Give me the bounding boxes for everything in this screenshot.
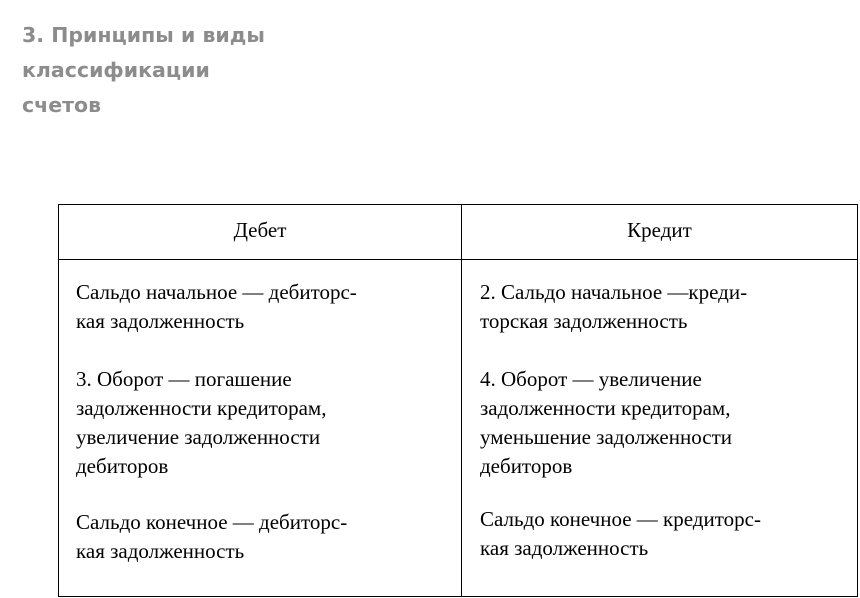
credit-opening-balance [480,278,855,336]
cell-line: увеличение задолженности [76,425,321,449]
cell-line: торская задолженность [480,309,688,333]
cell-line: задолженности кредиторам, [480,396,731,420]
cell-line: 2. Сальдо начальное —креди- [480,280,748,304]
cell-line: Сальдо конечное — кредиторс- [480,507,761,531]
title-line: 3. Принципы и виды [22,23,265,47]
debit-turnover [76,365,456,481]
debit-closing-balance [76,508,456,566]
account-table [58,204,858,597]
credit-turnover [480,365,855,481]
title-line: счетов [22,93,102,117]
debit-opening-balance [76,278,456,336]
cell-line: уменьшение задолженности [480,425,732,449]
header-divider [59,259,857,260]
cell-line: 4. Оборот — увеличение [480,367,702,391]
cell-line: дебиторов [480,454,573,478]
cell-line: кая задолженность [76,539,245,563]
slide-title [22,18,265,123]
cell-line: кая задолженность [76,309,245,333]
cell-line: дебиторов [76,454,169,478]
cell-line: задолженности кредиторам, [76,396,327,420]
credit-column-header: Кредит [627,218,692,242]
cell-line: Сальдо конечное — дебиторс- [76,510,348,534]
debit-column-header: Дебет [233,218,287,242]
cell-line: кая задолженность [480,536,649,560]
title-line: классификации [22,58,210,82]
credit-closing-balance [480,505,855,563]
cell-line: Сальдо начальное — дебиторс- [76,280,357,304]
column-divider [461,205,462,596]
cell-line: 3. Оборот — погашение [76,367,292,391]
